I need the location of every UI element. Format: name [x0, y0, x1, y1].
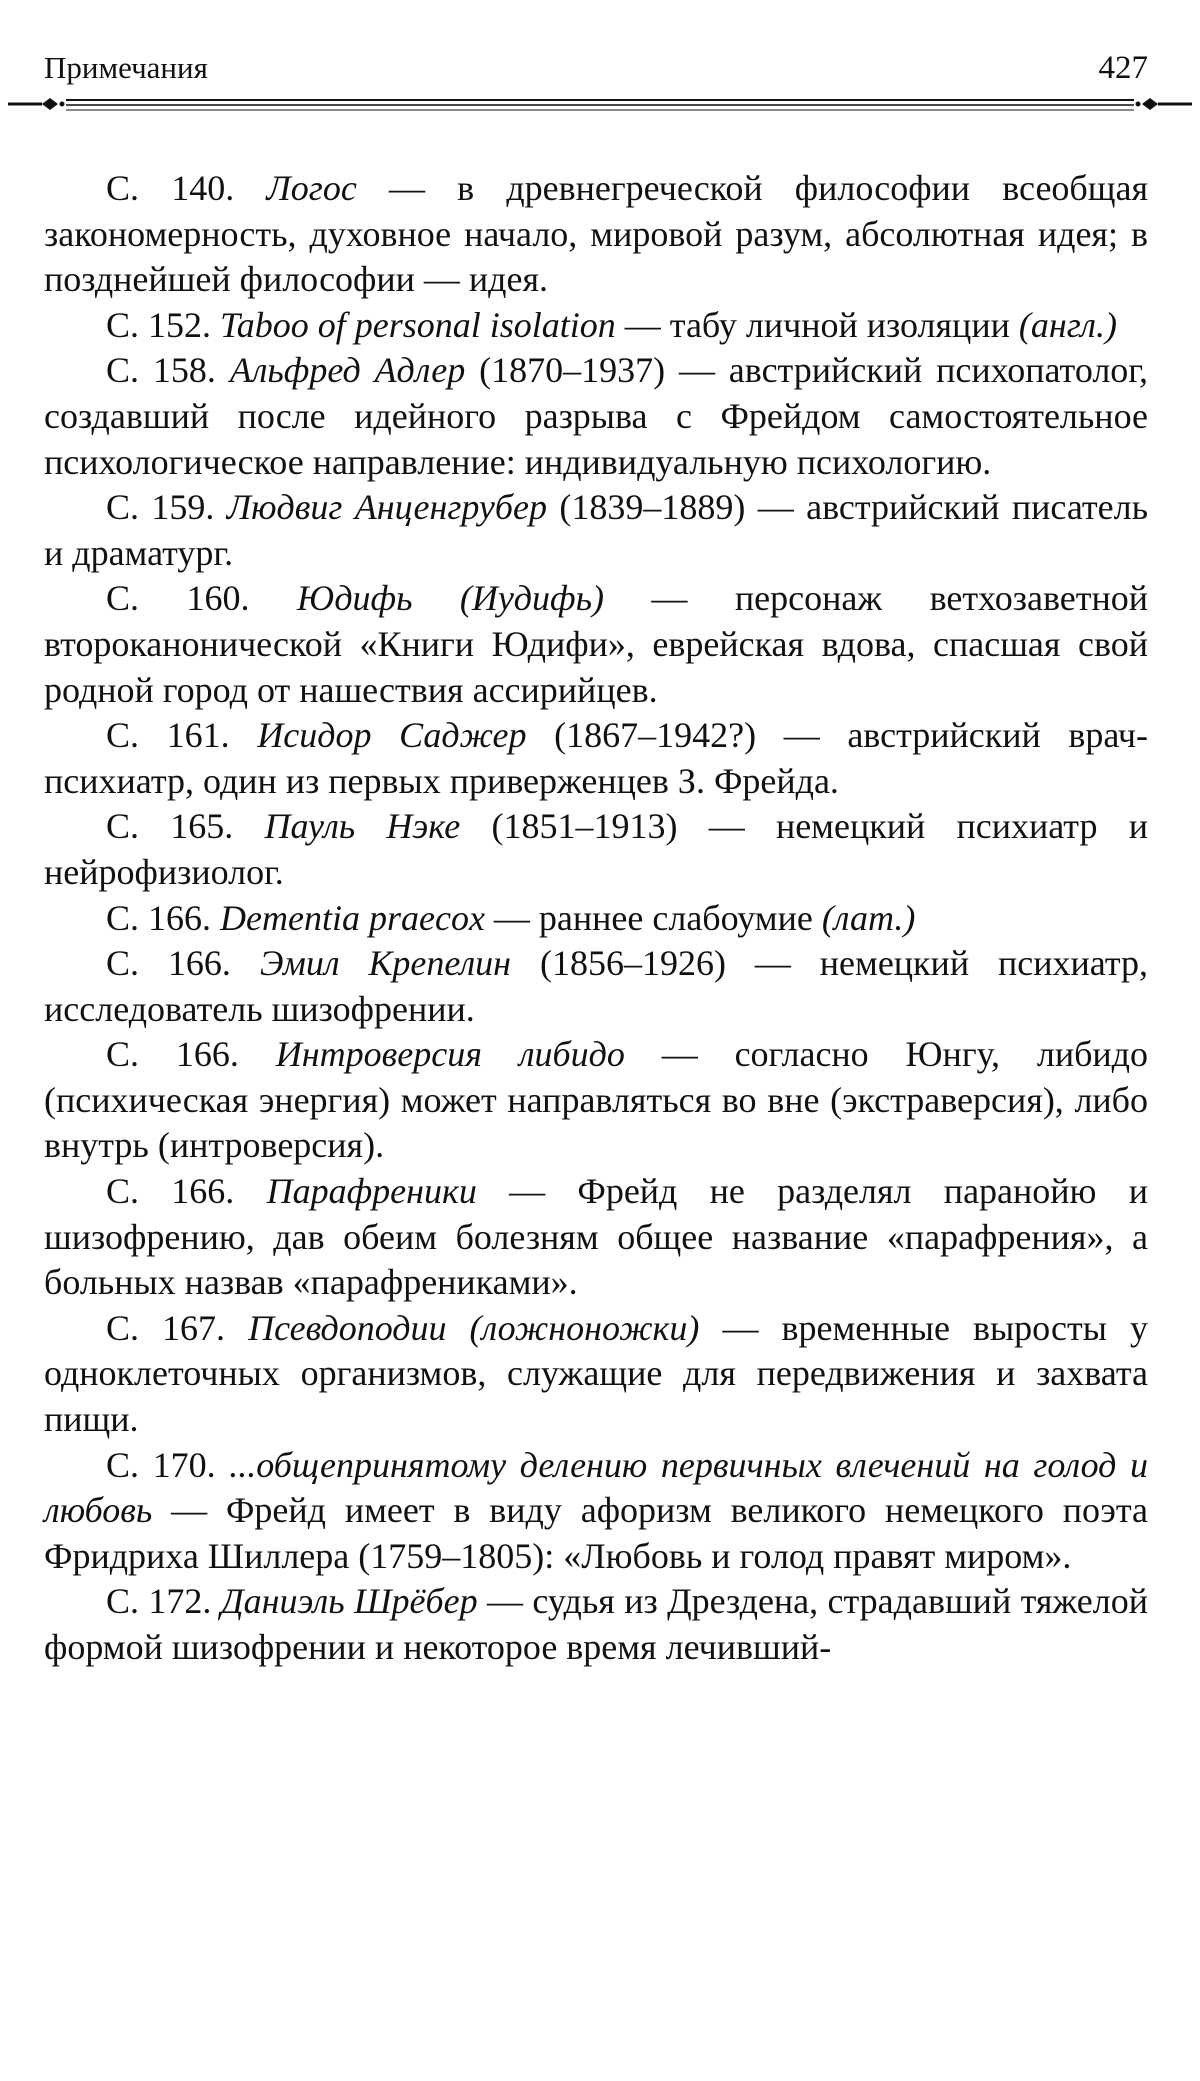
note-ref: С. 160.: [106, 578, 250, 619]
page-number: 427: [1098, 50, 1148, 86]
note: [44, 348, 1148, 485]
note-ref: С. 165.: [106, 806, 234, 847]
note-term: Даниэль Шрёбер: [220, 1581, 478, 1622]
note-text: (1856–1926) — немецкий психиатр, исследователь шизофрении.: [44, 943, 1148, 1029]
note-ref: С. 140.: [106, 168, 235, 208]
note-text: (1839–1889) — австрийский писатель и драматург.: [44, 487, 1148, 573]
note-term: Псевдоподии (ложноножки): [248, 1307, 700, 1348]
note-ref: С. 167.: [106, 1307, 226, 1348]
note-ref: С. 158.: [106, 350, 216, 391]
note-term: Альфред Адлер: [229, 350, 466, 391]
note-term: Эмил Крепелин: [259, 943, 512, 984]
note-language-tag: (лат.): [821, 897, 916, 938]
note-ref: С. 159.: [106, 487, 215, 528]
note-ref: С. 166.: [106, 1171, 235, 1212]
note-term: Юдифь (Иудифь): [296, 578, 604, 619]
note-term: ...общепринятому делению первичных влечений на голод и любовь: [44, 1444, 1148, 1531]
note-ref: С. 166.: [106, 897, 212, 938]
note: [44, 1579, 1148, 1670]
note-text: — табу личной изоляции: [615, 304, 1019, 345]
note-language-tag: (англ.): [1018, 304, 1117, 345]
notes-list: [44, 166, 1148, 1671]
note-term: Пауль Нэке: [264, 806, 461, 847]
note: [44, 1306, 1148, 1443]
note-term: Людвиг Анценгрубер: [226, 487, 547, 528]
note: [44, 896, 1148, 942]
note: [44, 166, 1148, 303]
note-ref: С. 166.: [106, 1034, 239, 1075]
note: [44, 1443, 1148, 1580]
note-term: Парафреники: [266, 1171, 477, 1212]
note-ref: С. 152.: [106, 304, 212, 345]
note: [44, 804, 1148, 895]
note-ref: С. 172.: [106, 1581, 212, 1622]
note: [44, 576, 1148, 713]
note-text: — персонаж ветхозаветной второканонической «Книги Юдифи», еврейская вдова, спасшая свой родной город от нашествия ассирийцев.: [44, 578, 1148, 710]
note-term: Taboo of personal isolation: [220, 304, 616, 345]
note-term: Интроверсия либидо: [275, 1034, 625, 1075]
note-text: — временные выросты у одноклеточных организмов, служащие для передвижения и захвата пищи.: [44, 1307, 1148, 1440]
note-text: — согласно Юнгу, либидо (психическая энергия) может направляться во вне (экстраверсия), либо внутрь (интроверсия).: [44, 1034, 1148, 1166]
note-term: Dementia praecox: [220, 897, 485, 938]
note: [44, 1032, 1148, 1169]
note-text: (1870–1937) — австрийский психопатолог, создавший после идейного разрыва с Фрейдом самостоятельное психологическое направление: индивидуальную психологию.: [44, 350, 1149, 482]
note: [44, 941, 1148, 1032]
running-title: Примечания: [44, 50, 208, 85]
note-text: — раннее слабоумие: [484, 897, 822, 938]
note-term: Логос: [266, 168, 357, 208]
header-rule-ornament: [0, 92, 1200, 116]
note-text: — Фрейд имеет в виду афоризм великого немецкого поэта Фридриха Шиллера (1759–1805): «Любовь и голод правят миром».: [44, 1490, 1148, 1576]
note-term: Исидор Саджер: [257, 715, 527, 756]
note-ref: С. 166.: [106, 943, 231, 984]
note: [44, 1169, 1148, 1306]
note-text: — Фрейд не разделял паранойю и шизофрению, дав обеим болезням общее название «парафрения», а больных назвав «парафрениками».: [44, 1171, 1148, 1303]
note-text: — в древнегреческой философии всеобщая закономерность, духовное начало, мировой разум, абсолютная идея; в позднейшей философии — идея.: [44, 168, 1149, 300]
note: [44, 303, 1148, 349]
note: [44, 485, 1148, 576]
note-text: (1851–1913) — немецкий психиатр и нейрофизиолог.: [44, 806, 1148, 892]
running-head: [44, 48, 1148, 88]
note-text: — судья из Дрездена, страдавший тяжелой формой шизофрении и некоторое время лечивший-: [44, 1581, 1149, 1667]
note-ref: С. 161.: [106, 715, 230, 756]
note: [44, 713, 1148, 804]
note-ref: С. 170.: [106, 1444, 216, 1485]
note-text: (1867–1942?) — австрийский врач-психиатр, один из первых приверженцев З. Фрейда.: [44, 715, 1149, 801]
